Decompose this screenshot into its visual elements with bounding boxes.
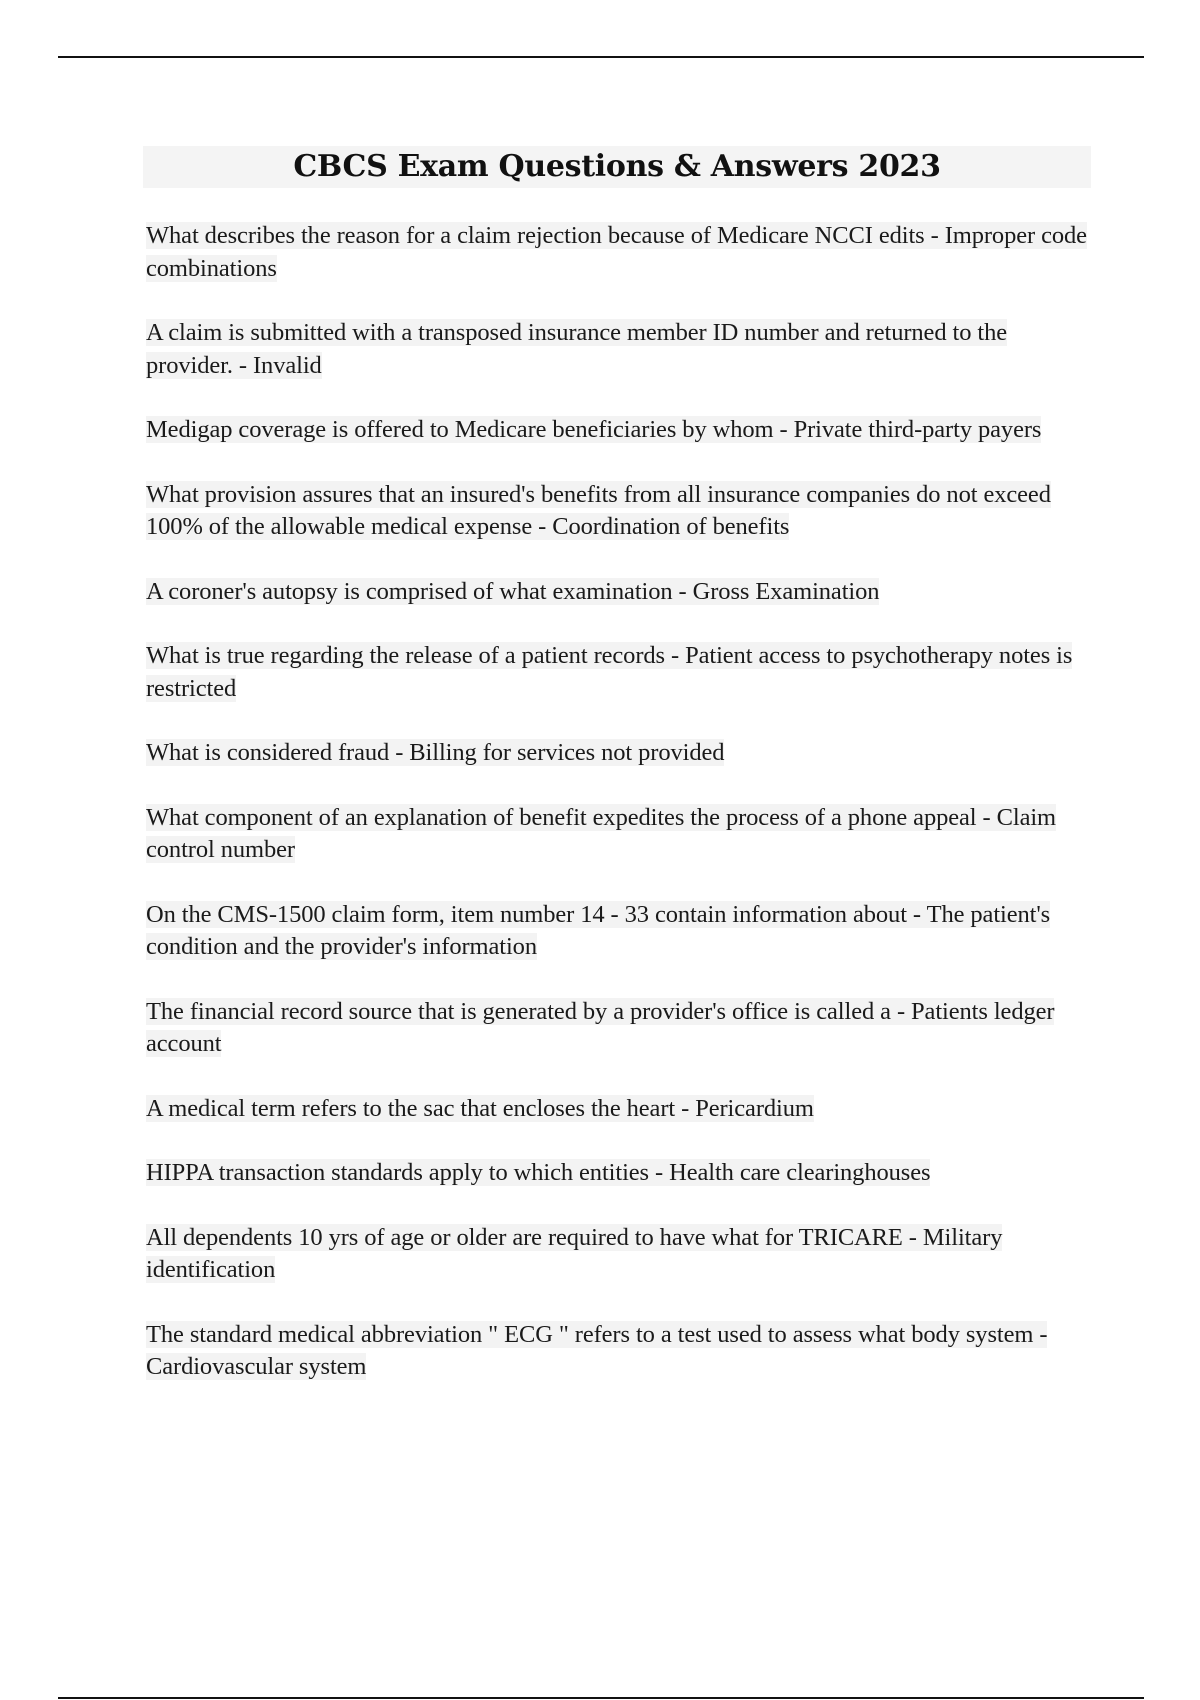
qa-item (146, 1319, 1091, 1384)
qa-text: The financial record source that is generated by a provider's office is called a - Patients ledger account (146, 997, 1055, 1057)
qa-text: On the CMS-1500 claim form, item number 14 - 33 contain information about - The patient's condition and the provider's information (146, 900, 1051, 960)
qa-text: What is considered fraud - Billing for services not provided (146, 739, 725, 766)
qa-item (146, 640, 1091, 705)
qa-text: What component of an explanation of benefit expedites the process of a phone appeal - Claim control number (146, 803, 1057, 863)
qa-text: What provision assures that an insured's benefits from all insurance companies do not exceed 100% of the allowable medical expense - Coordination of benefits (146, 480, 1051, 540)
bottom-rule (58, 1697, 1144, 1699)
qa-item (146, 737, 1091, 770)
qa-text: What is true regarding the release of a patient records - Patient access to psychotherapy notes is restricted (146, 642, 1073, 702)
qa-text: The standard medical abbreviation " ECG " refers to a test used to assess what body system - Cardiovascular system (146, 1320, 1048, 1380)
qa-text: HIPPA transaction standards apply to which entities - Health care clearinghouses (146, 1159, 931, 1186)
qa-item (146, 1157, 1091, 1190)
qa-list (146, 220, 1091, 1416)
top-rule (58, 56, 1144, 58)
qa-text: A coroner's autopsy is comprised of what examination - Gross Examination (146, 577, 880, 605)
qa-text: All dependents 10 yrs of age or older are required to have what for TRICARE - Military identification (146, 1223, 1003, 1283)
qa-text: A medical term refers to the sac that encloses the heart - Pericardium (146, 1094, 814, 1122)
qa-item (146, 899, 1091, 964)
qa-item (146, 802, 1091, 867)
qa-item (146, 1093, 1091, 1126)
qa-item (146, 220, 1091, 285)
title-band (143, 146, 1091, 188)
qa-item (146, 317, 1091, 382)
qa-text: Medigap coverage is offered to Medicare beneficiaries by whom - Private third-party payers (146, 416, 1042, 443)
qa-item (146, 479, 1091, 544)
qa-item (146, 576, 1091, 609)
qa-item (146, 1222, 1091, 1287)
qa-item (146, 996, 1091, 1061)
qa-item (146, 414, 1091, 447)
qa-text: A claim is submitted with a transposed insurance member ID number and returned to the provider. - Invalid (146, 319, 1008, 379)
qa-text: What describes the reason for a claim rejection because of Medicare NCCI edits - Improper code combinations (146, 222, 1087, 282)
document-title: CBCS Exam Questions & Answers 2023 (293, 149, 941, 184)
